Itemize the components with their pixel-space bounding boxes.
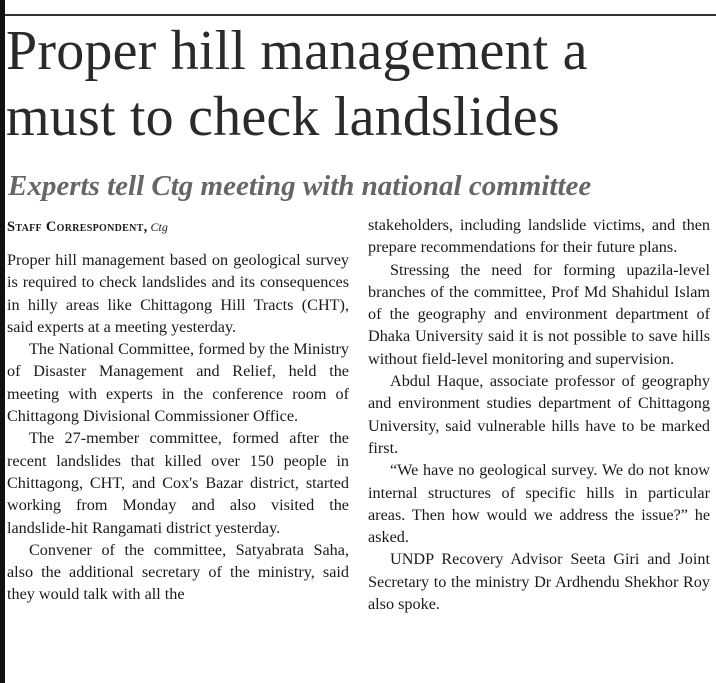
paragraph: Proper hill management based on geological survey is required to check landslides and its consequences in hilly areas like Chittagong Hill Tracts (CHT), said experts at a meeting yesterday. xyxy=(7,251,349,336)
byline-author: Staff Correspondent, xyxy=(7,219,148,235)
paragraph: UNDP Recovery Advisor Seeta Giri and Joint Secretary to the ministry Dr Ardhendu Shekhor Roy also spoke. xyxy=(368,550,710,614)
paragraph: “We have no geological survey. We do not know internal structures of specific hills in particular areas. Then how would we address the issue?” he asked. xyxy=(368,461,710,547)
byline-dateline: Ctg xyxy=(150,220,168,234)
headline-line-1: Proper hill management a xyxy=(6,20,588,82)
left-column-rule xyxy=(0,0,5,683)
left-column xyxy=(7,249,349,606)
paragraph: Stressing the need for forming upazila-level branches of the committee, Prof Md Shahidul Islam of the geography and environment department of Dhaka University said it is not possible to save hills without field-level monitoring and supervision. xyxy=(368,260,710,368)
paragraph: stakeholders, including landslide victims, and then prepare recommendations for their future plans. xyxy=(368,216,710,257)
headline-line-2: must to check landslides xyxy=(6,86,560,148)
paragraph: The 27-member committee, formed after the recent landslides that killed over 150 people in Chittagong, CHT, and Cox's Bazar district, started working from Monday and also visited the landslide-hit Rangamati district yesterday. xyxy=(7,429,349,537)
subheadline: Experts tell Ctg meeting with national committee xyxy=(8,170,592,202)
paragraph: The National Committee, formed by the Ministry of Disaster Management and Relief, held the meeting with experts in the conference room of Chittagong Divisional Commissioner Office. xyxy=(7,340,349,426)
top-rule xyxy=(5,14,716,16)
paragraph: Abdul Haque, associate professor of geography and environment studies department of Chittagong University, said vulnerable hills have to be marked first. xyxy=(368,372,710,457)
byline xyxy=(7,217,352,238)
right-column xyxy=(368,214,710,615)
headline xyxy=(6,18,711,150)
paragraph: Convener of the committee, Satyabrata Saha, also the additional secretary of the ministry, said they would talk with all the xyxy=(7,540,349,604)
